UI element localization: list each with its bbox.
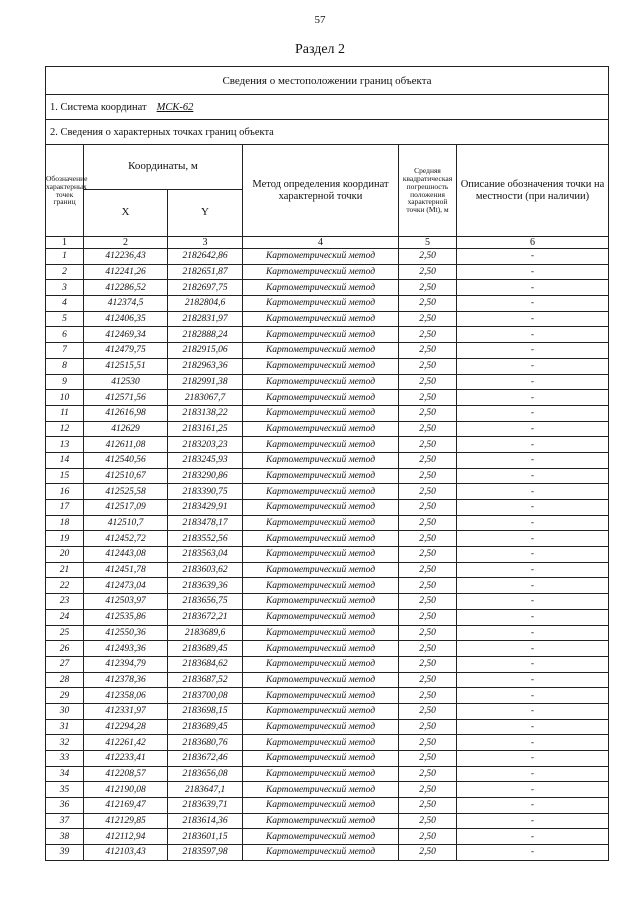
description-cell: -: [457, 343, 609, 359]
method-cell: Картометрический метод: [243, 374, 399, 390]
description-cell: -: [457, 311, 609, 327]
description-cell: -: [457, 766, 609, 782]
method-cell: Картометрический метод: [243, 782, 399, 798]
accuracy-cell: 2,50: [399, 421, 457, 437]
point-number-cell: 30: [46, 703, 84, 719]
method-cell: Картометрический метод: [243, 845, 399, 861]
table-row: [46, 296, 609, 312]
accuracy-cell: 2,50: [399, 296, 457, 312]
accuracy-cell: 2,50: [399, 311, 457, 327]
method-cell: Картометрический метод: [243, 327, 399, 343]
coord-x-cell: 412169,47: [84, 798, 168, 814]
description-cell: -: [457, 452, 609, 468]
method-cell: Картометрический метод: [243, 280, 399, 296]
coord-y-cell: 2183138,22: [168, 405, 243, 421]
table-row: [46, 311, 609, 327]
coord-y-cell: 2183656,75: [168, 594, 243, 610]
coord-x-cell: 412550,36: [84, 625, 168, 641]
header-accuracy: Средняя квадратическая погрешность положения характерной точки (Mt), м: [399, 145, 457, 237]
accuracy-cell: 2,50: [399, 782, 457, 798]
point-number-cell: 8: [46, 358, 84, 374]
table-row: [46, 327, 609, 343]
method-cell: Картометрический метод: [243, 437, 399, 453]
point-number-cell: 19: [46, 531, 84, 547]
coord-x-cell: 412406,35: [84, 311, 168, 327]
coord-x-cell: 412571,56: [84, 390, 168, 406]
coord-x-cell: 412540,56: [84, 452, 168, 468]
method-cell: Картометрический метод: [243, 264, 399, 280]
method-cell: Картометрический метод: [243, 547, 399, 563]
table-row: [46, 421, 609, 437]
coord-y-cell: 2182804,6: [168, 296, 243, 312]
coord-x-cell: 412286,52: [84, 280, 168, 296]
accuracy-cell: 2,50: [399, 703, 457, 719]
description-cell: -: [457, 562, 609, 578]
coord-y-cell: 2182651,87: [168, 264, 243, 280]
description-cell: -: [457, 688, 609, 704]
coord-x-cell: 412378,36: [84, 672, 168, 688]
accuracy-cell: 2,50: [399, 641, 457, 657]
point-number-cell: 11: [46, 405, 84, 421]
description-cell: -: [457, 374, 609, 390]
accuracy-cell: 2,50: [399, 343, 457, 359]
coord-y-cell: 2183290,86: [168, 468, 243, 484]
table-row: [46, 468, 609, 484]
method-cell: Картометрический метод: [243, 625, 399, 641]
coord-y-cell: 2183390,75: [168, 484, 243, 500]
coord-x-cell: 412241,26: [84, 264, 168, 280]
accuracy-cell: 2,50: [399, 609, 457, 625]
coord-y-cell: 2183552,56: [168, 531, 243, 547]
page-number: 57: [314, 14, 326, 26]
table-row: [46, 249, 609, 265]
table-row: [46, 547, 609, 563]
table-row: [46, 751, 609, 767]
coord-x-cell: 412525,58: [84, 484, 168, 500]
accuracy-cell: 2,50: [399, 656, 457, 672]
description-cell: -: [457, 468, 609, 484]
accuracy-cell: 2,50: [399, 719, 457, 735]
accuracy-cell: 2,50: [399, 452, 457, 468]
method-cell: Картометрический метод: [243, 296, 399, 312]
accuracy-cell: 2,50: [399, 845, 457, 861]
coord-y-cell: 2183689,45: [168, 719, 243, 735]
point-number-cell: 16: [46, 484, 84, 500]
coord-y-cell: 2183672,21: [168, 609, 243, 625]
point-number-cell: 15: [46, 468, 84, 484]
column-number: 1: [46, 237, 84, 249]
table-row: [46, 656, 609, 672]
point-number-cell: 9: [46, 374, 84, 390]
point-number-cell: 23: [46, 594, 84, 610]
table-row: [46, 798, 609, 814]
description-cell: -: [457, 531, 609, 547]
table-row: [46, 719, 609, 735]
accuracy-cell: 2,50: [399, 358, 457, 374]
coord-x-cell: 412331,97: [84, 703, 168, 719]
accuracy-cell: 2,50: [399, 515, 457, 531]
point-number-cell: 10: [46, 390, 84, 406]
point-number-cell: 36: [46, 798, 84, 814]
method-cell: Картометрический метод: [243, 735, 399, 751]
coord-x-cell: 412517,09: [84, 500, 168, 516]
method-cell: Картометрический метод: [243, 484, 399, 500]
coord-x-cell: 412233,41: [84, 751, 168, 767]
coord-y-cell: 2183684,62: [168, 656, 243, 672]
description-cell: -: [457, 500, 609, 516]
table-row: [46, 829, 609, 845]
accuracy-cell: 2,50: [399, 547, 457, 563]
description-cell: -: [457, 798, 609, 814]
coord-x-cell: 412479,75: [84, 343, 168, 359]
column-number: 3: [168, 237, 243, 249]
coord-y-cell: 2183614,36: [168, 813, 243, 829]
table-row: [46, 343, 609, 359]
point-number-cell: 2: [46, 264, 84, 280]
coordinate-system-value: МСК-62: [156, 101, 194, 113]
column-number: 6: [457, 237, 609, 249]
description-cell: -: [457, 264, 609, 280]
coord-x-cell: 412208,57: [84, 766, 168, 782]
coordinate-system-label: 1. Система координат: [50, 101, 147, 113]
accuracy-cell: 2,50: [399, 688, 457, 704]
description-cell: -: [457, 437, 609, 453]
coord-y-cell: 2183597,98: [168, 845, 243, 861]
boundary-table: [45, 66, 609, 861]
coord-y-cell: 2183603,62: [168, 562, 243, 578]
point-number-cell: 18: [46, 515, 84, 531]
accuracy-cell: 2,50: [399, 766, 457, 782]
table-row: [46, 484, 609, 500]
table-row: [46, 735, 609, 751]
accuracy-cell: 2,50: [399, 249, 457, 265]
accuracy-cell: 2,50: [399, 798, 457, 814]
point-number-cell: 5: [46, 311, 84, 327]
method-cell: Картометрический метод: [243, 578, 399, 594]
method-cell: Картометрический метод: [243, 688, 399, 704]
method-cell: Картометрический метод: [243, 531, 399, 547]
method-cell: Картометрический метод: [243, 421, 399, 437]
table-row: [46, 609, 609, 625]
point-number-cell: 12: [46, 421, 84, 437]
table-row: [46, 703, 609, 719]
description-cell: -: [457, 515, 609, 531]
accuracy-cell: 2,50: [399, 672, 457, 688]
point-number-cell: 35: [46, 782, 84, 798]
point-number-cell: 39: [46, 845, 84, 861]
coord-x-cell: 412515,51: [84, 358, 168, 374]
description-cell: -: [457, 405, 609, 421]
coord-y-cell: 2183656,08: [168, 766, 243, 782]
description-cell: -: [457, 845, 609, 861]
table-row: [46, 594, 609, 610]
coord-y-cell: 2183067,7: [168, 390, 243, 406]
method-cell: Картометрический метод: [243, 798, 399, 814]
description-cell: -: [457, 782, 609, 798]
accuracy-cell: 2,50: [399, 405, 457, 421]
description-cell: -: [457, 578, 609, 594]
method-cell: Картометрический метод: [243, 751, 399, 767]
method-cell: Картометрический метод: [243, 703, 399, 719]
point-number-cell: 26: [46, 641, 84, 657]
table-row: [46, 405, 609, 421]
point-number-cell: 21: [46, 562, 84, 578]
table-row: [46, 625, 609, 641]
coord-y-cell: 2182697,75: [168, 280, 243, 296]
point-number-cell: 24: [46, 609, 84, 625]
accuracy-cell: 2,50: [399, 625, 457, 641]
point-number-cell: 31: [46, 719, 84, 735]
method-cell: Картометрический метод: [243, 390, 399, 406]
point-number-cell: 14: [46, 452, 84, 468]
coord-y-cell: 2183563,04: [168, 547, 243, 563]
point-number-cell: 1: [46, 249, 84, 265]
coord-x-cell: 412611,08: [84, 437, 168, 453]
description-cell: -: [457, 703, 609, 719]
table-row: [46, 500, 609, 516]
table-row: [46, 531, 609, 547]
point-number-cell: 27: [46, 656, 84, 672]
description-cell: -: [457, 813, 609, 829]
description-cell: -: [457, 280, 609, 296]
coord-x-cell: 412261,42: [84, 735, 168, 751]
table-row: [46, 390, 609, 406]
table-row: [46, 562, 609, 578]
accuracy-cell: 2,50: [399, 594, 457, 610]
coord-y-cell: 2183601,15: [168, 829, 243, 845]
table-row: [46, 782, 609, 798]
coord-x-cell: 412503,97: [84, 594, 168, 610]
accuracy-cell: 2,50: [399, 531, 457, 547]
coord-y-cell: 2183700,08: [168, 688, 243, 704]
point-number-cell: 7: [46, 343, 84, 359]
table-row: [46, 845, 609, 861]
header-point: Обозначение характерных точек границ: [46, 145, 84, 237]
accuracy-cell: 2,50: [399, 437, 457, 453]
description-cell: -: [457, 421, 609, 437]
table-row: [46, 515, 609, 531]
coord-y-cell: 2182888,24: [168, 327, 243, 343]
method-cell: Картометрический метод: [243, 515, 399, 531]
method-cell: Картометрический метод: [243, 343, 399, 359]
header-description: Описание обозначения точки на местности (при наличии): [457, 145, 609, 237]
method-cell: Картометрический метод: [243, 358, 399, 374]
table-row: [46, 280, 609, 296]
coord-y-cell: 2183672,46: [168, 751, 243, 767]
coord-y-cell: 2183689,6: [168, 625, 243, 641]
coord-x-cell: 412451,78: [84, 562, 168, 578]
table-row: [46, 641, 609, 657]
accuracy-cell: 2,50: [399, 280, 457, 296]
table-row: [46, 374, 609, 390]
accuracy-cell: 2,50: [399, 390, 457, 406]
method-cell: Картометрический метод: [243, 311, 399, 327]
point-number-cell: 6: [46, 327, 84, 343]
accuracy-cell: 2,50: [399, 735, 457, 751]
description-cell: -: [457, 751, 609, 767]
coord-y-cell: 2183161,25: [168, 421, 243, 437]
table-row: [46, 688, 609, 704]
method-cell: Картометрический метод: [243, 766, 399, 782]
description-cell: -: [457, 594, 609, 610]
coord-x-cell: 412129,85: [84, 813, 168, 829]
point-number-cell: 37: [46, 813, 84, 829]
method-cell: Картометрический метод: [243, 405, 399, 421]
coord-y-cell: 2182831,97: [168, 311, 243, 327]
point-number-cell: 29: [46, 688, 84, 704]
description-cell: -: [457, 735, 609, 751]
description-cell: -: [457, 296, 609, 312]
coord-y-cell: 2183647,1: [168, 782, 243, 798]
description-cell: -: [457, 358, 609, 374]
coord-x-cell: 412469,34: [84, 327, 168, 343]
coord-y-cell: 2182915,06: [168, 343, 243, 359]
method-cell: Картометрический метод: [243, 249, 399, 265]
coord-x-cell: 412616,98: [84, 405, 168, 421]
section-title: Раздел 2: [294, 42, 346, 57]
coord-y-cell: 2183639,36: [168, 578, 243, 594]
coord-y-cell: 2183680,76: [168, 735, 243, 751]
coord-y-cell: 2183245,93: [168, 452, 243, 468]
table-row: [46, 358, 609, 374]
point-number-cell: 17: [46, 500, 84, 516]
method-cell: Картометрический метод: [243, 609, 399, 625]
table-row: [46, 452, 609, 468]
table-row: [46, 437, 609, 453]
header-y: Y: [168, 190, 243, 237]
table-row: [46, 766, 609, 782]
point-number-cell: 20: [46, 547, 84, 563]
coord-x-cell: 412443,08: [84, 547, 168, 563]
coord-x-cell: 412530: [84, 374, 168, 390]
coord-x-cell: 412510,7: [84, 515, 168, 531]
coord-x-cell: 412452,72: [84, 531, 168, 547]
table-row: [46, 813, 609, 829]
point-number-cell: 3: [46, 280, 84, 296]
coord-x-cell: 412236,43: [84, 249, 168, 265]
coord-y-cell: 2183689,45: [168, 641, 243, 657]
table-title: Сведения о местоположении границ объекта: [46, 67, 609, 95]
header-method: Метод определения координат характерной точки: [243, 145, 399, 237]
coord-y-cell: 2182991,38: [168, 374, 243, 390]
point-number-cell: 4: [46, 296, 84, 312]
accuracy-cell: 2,50: [399, 264, 457, 280]
coord-x-cell: 412190,08: [84, 782, 168, 798]
coord-x-cell: 412103,43: [84, 845, 168, 861]
description-cell: -: [457, 641, 609, 657]
coord-y-cell: 2183478,17: [168, 515, 243, 531]
column-number: 5: [399, 237, 457, 249]
method-cell: Картометрический метод: [243, 500, 399, 516]
description-cell: -: [457, 609, 609, 625]
description-cell: -: [457, 672, 609, 688]
description-cell: -: [457, 390, 609, 406]
coord-y-cell: 2183639,71: [168, 798, 243, 814]
point-number-cell: 32: [46, 735, 84, 751]
method-cell: Картометрический метод: [243, 719, 399, 735]
coord-x-cell: 412374,5: [84, 296, 168, 312]
method-cell: Картометрический метод: [243, 656, 399, 672]
coord-y-cell: 2183698,15: [168, 703, 243, 719]
description-cell: -: [457, 656, 609, 672]
method-cell: Картометрический метод: [243, 594, 399, 610]
column-number: 4: [243, 237, 399, 249]
coord-x-cell: 412112,94: [84, 829, 168, 845]
coord-y-cell: 2183203,23: [168, 437, 243, 453]
coord-x-cell: 412535,86: [84, 609, 168, 625]
coord-x-cell: 412493,36: [84, 641, 168, 657]
coord-x-cell: 412510,67: [84, 468, 168, 484]
description-cell: -: [457, 327, 609, 343]
table-row: [46, 264, 609, 280]
accuracy-cell: 2,50: [399, 327, 457, 343]
method-cell: Картометрический метод: [243, 672, 399, 688]
method-cell: Картометрический метод: [243, 562, 399, 578]
point-number-cell: 28: [46, 672, 84, 688]
description-cell: -: [457, 829, 609, 845]
coord-x-cell: 412629: [84, 421, 168, 437]
point-number-cell: 34: [46, 766, 84, 782]
accuracy-cell: 2,50: [399, 829, 457, 845]
description-cell: -: [457, 625, 609, 641]
point-number-cell: 22: [46, 578, 84, 594]
table-row: [46, 672, 609, 688]
accuracy-cell: 2,50: [399, 500, 457, 516]
accuracy-cell: 2,50: [399, 374, 457, 390]
accuracy-cell: 2,50: [399, 578, 457, 594]
description-cell: -: [457, 484, 609, 500]
coord-x-cell: 412294,28: [84, 719, 168, 735]
method-cell: Картометрический метод: [243, 813, 399, 829]
point-number-cell: 25: [46, 625, 84, 641]
accuracy-cell: 2,50: [399, 468, 457, 484]
accuracy-cell: 2,50: [399, 813, 457, 829]
accuracy-cell: 2,50: [399, 751, 457, 767]
description-cell: -: [457, 249, 609, 265]
table-row: [46, 578, 609, 594]
accuracy-cell: 2,50: [399, 562, 457, 578]
header-coords: Координаты, м: [84, 145, 243, 190]
point-number-cell: 13: [46, 437, 84, 453]
method-cell: Картометрический метод: [243, 468, 399, 484]
coord-y-cell: 2182642,86: [168, 249, 243, 265]
coordinate-system-row: [46, 95, 609, 120]
coord-y-cell: 2182963,36: [168, 358, 243, 374]
coord-x-cell: 412394,79: [84, 656, 168, 672]
description-cell: -: [457, 547, 609, 563]
point-number-cell: 33: [46, 751, 84, 767]
coord-y-cell: 2183429,91: [168, 500, 243, 516]
point-number-cell: 38: [46, 829, 84, 845]
method-cell: Картометрический метод: [243, 641, 399, 657]
method-cell: Картометрический метод: [243, 452, 399, 468]
points-title: 2. Сведения о характерных точках границ объекта: [46, 120, 609, 145]
column-number: 2: [84, 237, 168, 249]
coord-x-cell: 412473,04: [84, 578, 168, 594]
description-cell: -: [457, 719, 609, 735]
coord-y-cell: 2183687,52: [168, 672, 243, 688]
method-cell: Картометрический метод: [243, 829, 399, 845]
coord-x-cell: 412358,06: [84, 688, 168, 704]
accuracy-cell: 2,50: [399, 484, 457, 500]
header-x: X: [84, 190, 168, 237]
